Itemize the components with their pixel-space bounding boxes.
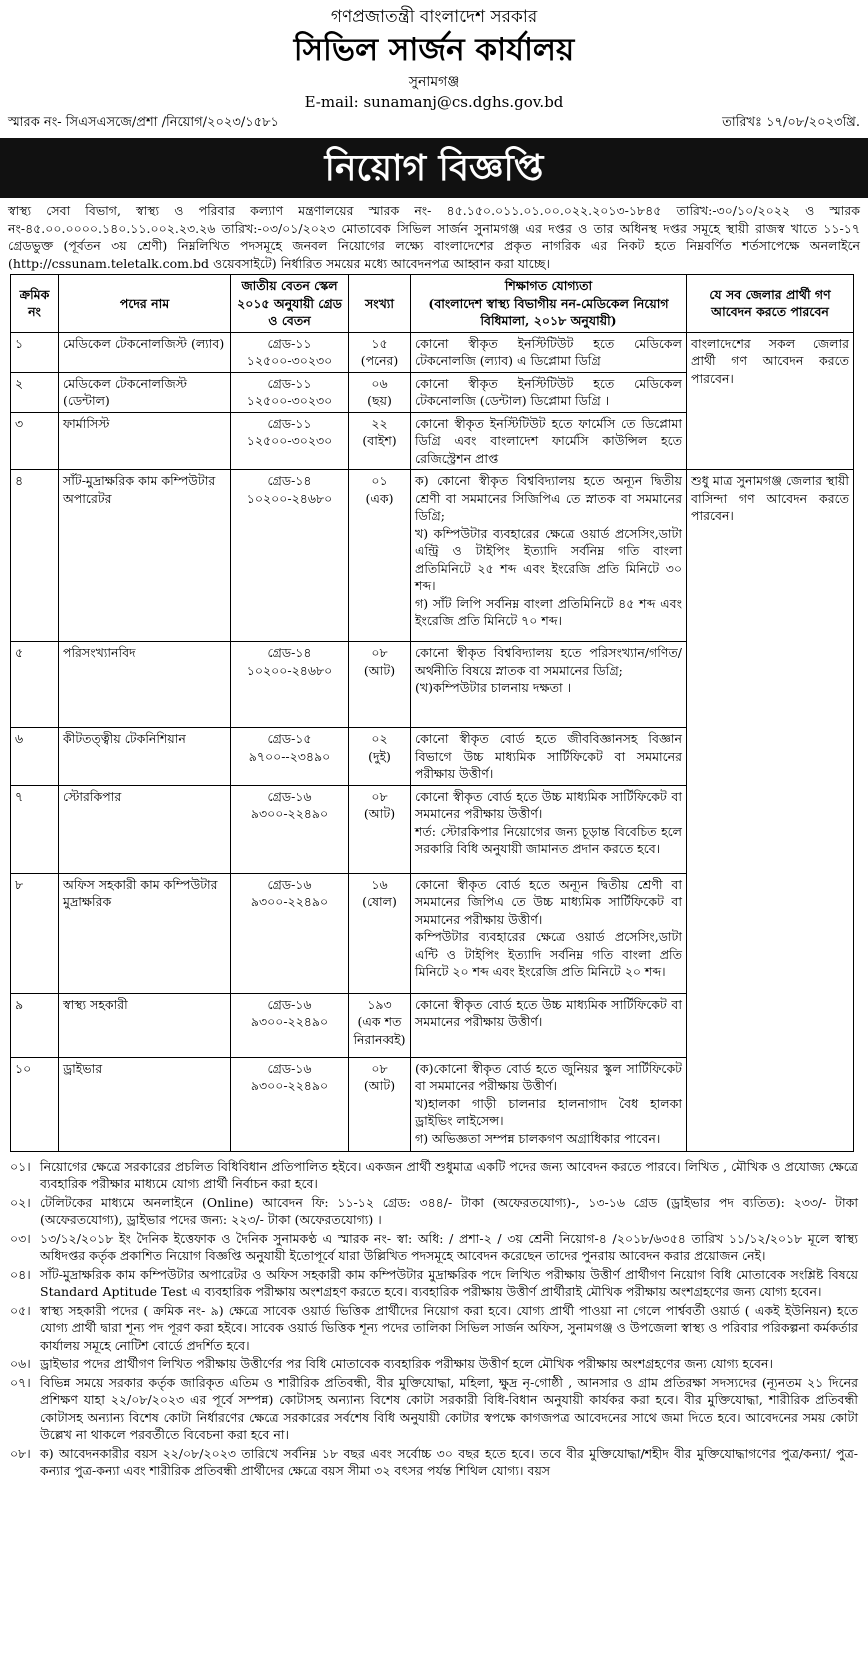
row-grade: গ্রেড-১৬	[267, 996, 312, 1012]
qualification-line: কোনো স্বীকৃত ইনস্টিটিউট হতে ফার্মেসি তে ডিপ্লোমা ডিগ্রি এবং বাংলাদেশ ফার্মেসি কাউন্সিল হতে রেজিস্ট্রেশন প্রাপ্ত	[415, 415, 682, 466]
row-count	[349, 332, 411, 372]
row-qualification	[411, 993, 687, 1057]
row-count-words: (ষোল)	[362, 894, 397, 909]
row-pay: ৯৩০০-২২৪৯০	[250, 894, 329, 909]
qualification-line: কোনো স্বীকৃত বোর্ড হতে জীববিজ্ঞানসহ বিজ্ঞান বিভাগে উচ্চ মাধ্যমিক সার্টিফিকেট বা সমমানের পরীক্ষায় উত্তীর্ণ।	[415, 731, 682, 781]
row-count-number: ০২	[371, 731, 388, 746]
letterhead	[0, 0, 868, 112]
row-pay: ৯৩০০-২২৪৯০	[250, 1014, 329, 1029]
eligible-local-district: শুধু মাত্র সুনামগঞ্জ জেলার স্থায়ী বাসিন্দা গণ আবেদন করতে পারবেন।	[687, 470, 854, 1152]
row-count	[349, 1057, 411, 1151]
note-item	[10, 1355, 858, 1373]
qualification-line: ক) কোনো স্বীকৃত বিশ্ববিদ্যালয় হতে অন্যূন দ্বিতীয় শ্রেণী বা সমমানের সিজিপিএ তে স্নাতক বা সমমানের ডিগ্রি;	[415, 473, 682, 523]
qualification-line: (খ)কম্পিউটার চালনায় দক্ষতা ।	[415, 680, 572, 695]
row-pay: ১০২০০-২৪৬৮০	[246, 662, 333, 678]
row-qualification	[411, 470, 687, 642]
row-count	[349, 728, 411, 786]
header-eligible: যে সব জেলার প্রার্থী গণ আবেদন করতে পারবেন	[687, 275, 854, 333]
qualification-line: কোনো স্বীকৃত বোর্ড হতে উচ্চ মাধ্যমিক সার্টিফিকেট বা সমমানের পরীক্ষায় উত্তীর্ণ।	[415, 996, 682, 1029]
row-grade: গ্রেড-১৬	[267, 1060, 312, 1076]
row-grade: গ্রেড-১৪	[267, 645, 312, 660]
note-text: বিভিন্ন সময়ে সরকার কর্তৃক জারিকৃত এতিম ও শারীরিক প্রতিবন্ধী, বীর মুক্তিযোদ্ধা, মহিলা, ক্ষুদ্র নৃ-গোষ্ঠী , আনসার ও গ্রাম প্রতিরক্ষা সদস্যদের (ন্যূনতম ২১ দিনের প্রশিক্ষণ যাহা ২২/০৮/২০২৩ এর পূর্বে সম্পন্ন) কোটাসহ অন্যান্য বিশেষ কোটা সরকারী বিধি-বিধান অনুযায়ী কার্যকর করা হবে। বীর মুক্তিযোদ্ধা, শারীরিক প্রতিবন্ধী কোটাসহ অন্যান্য বিশেষ কোটা নির্ধারণের ক্ষেত্রে সরকারের সর্বশেষ বিধি অনুযায়ী কোটার স্বপক্ষে কাগজপত্র আবেদনের সাথে জমা দিতে হবে। আবেদনের সময় কোটা উল্লেখ না থাকলে পরবর্তীতে বিবেচনা করা হবে না।	[40, 1374, 858, 1442]
row-qualification	[411, 372, 687, 412]
row-qualification	[411, 785, 687, 873]
row-pay: ১২৫০০-৩০২৩০	[246, 433, 333, 448]
row-grade: গ্রেড-১৬	[267, 876, 312, 892]
row-count-number: ০৬	[371, 375, 388, 391]
row-count-number: ০৮	[371, 645, 388, 660]
row-serial: ১	[11, 332, 59, 372]
note-text: স্বাস্থ্য সহকারী পদের ( ক্রমিক নং- ৯) ক্ষেত্রে সাবেক ওয়ার্ড ভিত্তিক প্রার্থীদের নিয়োগ করা হবে। যোগ্য প্রার্থী পাওয়া না গেলে পার্শ্ববর্তী ওয়ার্ড ( একই ইউনিয়ন) হতে যোগ্য প্রার্থী দ্বারা শূন্য পদ পূরণ করা হইবে। সাবেক ওয়ার্ড ভিত্তিক শূন্য পদের তালিকা সিভিল সার্জন অফিস, সুনামগঞ্জ ও উপজেলা স্বাস্থ্য ও পরিবার পরিকল্পনা কর্মকর্তার কার্যালয় সমূহে নোটিশ বোর্ডে প্রদর্শিত হবে।	[40, 1302, 858, 1353]
eligible-all-districts: বাংলাদেশের সকল জেলার প্রার্থী গণ আবেদন করতে পারবেন।	[687, 332, 854, 470]
header-scale: জাতীয় বেতন স্কেল ২০১৫ অনুযায়ী গ্রেড ও বেতন	[231, 275, 349, 333]
qualification-line: খ) কম্পিউটার ব্যবহারের ক্ষেত্রে ওয়ার্ড প্রসেসিং,ডাটা এন্ট্রি ও টাইপিং ইত্যাদি সর্বনিম্ন গতি বাংলা প্রতিমিনিটে ২৫ শব্দ এবং ইংরেজি প্রতি মিনিটে ৩০ শব্দ।	[415, 525, 682, 593]
note-number: ০১।	[10, 1158, 31, 1174]
row-post-name: স্বাস্থ্য সহকারী	[59, 993, 231, 1057]
row-pay: ৯৭০০--২৩৪৯০	[248, 748, 331, 764]
row-serial: ৪	[11, 470, 59, 642]
row-grade: গ্রেড-১১	[267, 415, 312, 431]
row-grade-pay	[231, 642, 349, 728]
row-grade-pay	[231, 1057, 349, 1151]
row-count	[349, 873, 411, 993]
row-qualification	[411, 332, 687, 372]
row-post-name: অফিস সহকারী কাম কম্পিউটার মুদ্রাক্ষরিক	[59, 873, 231, 993]
table-header-row	[11, 275, 854, 333]
note-item	[10, 1194, 858, 1229]
note-text: টেলিটকের মাধ্যমে অনলাইনে (Online) আবেদন ফি: ১১-১২ গ্রেড: ৩৪৪/- টাকা (অফেরতযোগ্য)-, ১৩-১৬ গ্রেড (ড্রাইভার পদ ব্যতিত): ২৩৩/- টাকা (অফেরতযোগ্য), ড্রাইভার পদের জন্য: ২২৩/- টাকা (অফেরতযোগ্য) ।	[40, 1194, 858, 1227]
row-serial: ৯	[11, 993, 59, 1057]
row-post-name: সাঁট-মুদ্রাক্ষরিক কাম কম্পিউটার অপারেটর	[59, 470, 231, 642]
row-serial: ১০	[11, 1057, 59, 1151]
qualification-line: গ) সাঁট লিপি সর্বনিম্ন বাংলা প্রতিমিনিটে ৪৫ শব্দ এবং ইংরেজি প্রতি মিনিটে ৭০ শব্দ।	[415, 595, 682, 628]
row-count-number: ১৯৩	[367, 996, 392, 1012]
row-qualification	[411, 642, 687, 728]
row-count-number: ২২	[371, 415, 388, 431]
note-number: ০৪।	[10, 1266, 31, 1282]
note-number: ০২।	[10, 1194, 31, 1210]
note-text: সাঁট-মুদ্রাক্ষরিক কাম কম্পিউটার অপারেটর ও অফিস সহকারী কাম কম্পিউটার মুদ্রাক্ষরিক পদে লিখিত পরীক্ষায় উত্তীর্ণ প্রার্থীগণ নিয়োগ বিধি মোতাবেক সংশ্লিষ্ট বিষয়ে Standard Aptitude Test এ ব্যবহারিক পরীক্ষায় অংশগ্রহণ করতে হবে। ব্যবহারিক পরীক্ষায় উত্তীর্ণ প্রার্থীরাই মৌখিক পরীক্ষায় অংশগ্রহণের জন্য যোগ্য হবেন।	[40, 1266, 858, 1299]
note-item	[10, 1374, 858, 1444]
row-grade: গ্রেড-১৫	[267, 731, 312, 746]
row-grade-pay	[231, 873, 349, 993]
note-number: ০৭।	[10, 1374, 31, 1390]
qualification-line: গ) অভিজ্ঞতা সম্পন্ন চালকগণ অগ্রাধিকার পাবেন।	[415, 1130, 661, 1146]
table-row	[11, 332, 854, 372]
note-number: ০৩।	[10, 1230, 31, 1246]
row-grade: গ্রেড-১১	[267, 375, 312, 391]
row-count-words: (আট)	[363, 806, 396, 821]
qualification-line: শর্ত: স্টোরকিপার নিয়োগের জন্য চূড়ান্ত বিবেচিত হলে সরকারি বিধি অনুযায়ী জামানত প্রদান করতে হবে।	[415, 823, 682, 856]
row-count	[349, 642, 411, 728]
row-post-name: মেডিকেল টেকনোলজিস্ট (ল্যাব)	[59, 332, 231, 372]
row-post-name: কীটতত্ত্বীয় টেকনিশিয়ান	[59, 728, 231, 786]
note-text: নিয়োগের ক্ষেত্রে সরকারের প্রচলিত বিধিবিধান প্রতিপালিত হইবে। একজন প্রার্থী শুধুমাত্র একটি পদের জন্য আবেদন করতে পারবে। লিখিত , মৌখিক ও প্রযোজ্য ক্ষেত্রে ব্যবহারিক পরীক্ষার মাধ্যমে যোগ্য প্রার্থী নির্বাচন করা হবে।	[40, 1158, 858, 1191]
note-item	[10, 1230, 858, 1265]
row-qualification	[411, 412, 687, 470]
qualification-line: (ক)কোনো স্বীকৃত বোর্ড হতে জুনিয়র স্কুল সার্টিফিকেট বা সমমানের পরীক্ষায় উত্তীর্ণ।	[415, 1060, 682, 1093]
row-grade-pay	[231, 785, 349, 873]
row-count-words: (বাইশ)	[362, 433, 397, 448]
intro-paragraph: স্বাস্থ্য সেবা বিভাগ, স্বাস্থ্য ও পরিবার কল্যাণ মন্ত্রণালয়ের স্মারক নং- ৪৫.১৫০.০১১.০১.০০.০২২.২০১৩-১৮৪৫ তারিখ:-৩০/১০/২০২২ ও স্মারক নং-৪৫.০০.০০০০.১৪০.১১.০০২.২৩.২৬ তারিখ:-০৩/০১/২০২৩ মোতাবেক সিভিল সার্জন সুনামগঞ্জ এর দপ্তর ও তার অধিনস্থ দপ্তর সমূহে স্থায়ী রাজস্ব খাতে ১১-১৭ গ্রেডভুক্ত (পূর্বতন ৩য় শ্রেণী) নিম্নলিখিত পদসমূহে জনবল নিয়োগের লক্ষ্যে বাংলাদেশের প্রকৃত নাগরিক এর নিকট হতে নিম্নবর্ণিত শর্তসাপেক্ষে অনলাইনে (http://cssunam.teletalk.com.bd ওয়েবসাইটে) নির্ধারিত সময়ের মধ্যে আবেদনপত্র আহ্বান করা যাচ্ছে।	[8, 203, 860, 271]
row-count-words: (আট)	[363, 1078, 396, 1093]
table-row	[11, 470, 854, 642]
note-text: ক) আবেদনকারীর বয়স ২২/০৮/২০২৩ তারিখে সর্বনিম্ন ১৮ বছর এবং সর্বোচ্চ ৩০ বছর হতে হবে। তবে বীর মুক্তিযোদ্ধা/শহীদ বীর মুক্তিযোদ্ধাগণের পুত্র/কন্যা/ পুত্র-কন্যার পুত্র-কন্যা এবং শারীরিক প্রতিবন্ধী প্রার্থীদের ক্ষেত্রে বয়স সীমা ৩২ বৎসর পর্যন্ত শিথিল যোগ্য। বয়স	[40, 1445, 858, 1478]
row-grade-pay	[231, 332, 349, 372]
row-count-words: (আট)	[363, 662, 396, 678]
row-grade-pay	[231, 728, 349, 786]
row-count-number: ০১	[371, 473, 388, 488]
header-count: সংখ্যা	[349, 275, 411, 333]
row-grade: গ্রেড-১৬	[267, 788, 312, 804]
notice-title-banner: নিয়োগ বিজ্ঞপ্তি	[0, 138, 868, 198]
header-qualification	[411, 275, 687, 333]
row-count	[349, 993, 411, 1057]
row-serial: ৮	[11, 873, 59, 993]
note-item	[10, 1302, 858, 1355]
note-number: ০৬।	[10, 1356, 31, 1371]
note-item	[10, 1266, 858, 1301]
qualification-line: কোনো স্বীকৃত বোর্ড হতে অন্যূন দ্বিতীয় শ্রেণী বা সমমানের জিপিএ তে উচ্চ মাধ্যমিক সার্টিফিকেট বা সমমানের পরীক্ষায় উত্তীর্ণ।	[415, 876, 682, 927]
row-serial: ৩	[11, 412, 59, 470]
row-grade-pay	[231, 372, 349, 412]
row-grade: গ্রেড-১৪	[267, 473, 312, 488]
note-text: ড্রাইভার পদের প্রার্থীগণ লিখিত পরীক্ষায় উত্তীর্ণের পর বিধি মোতাবেক ব্যবহারিক পরীক্ষায় উত্তীর্ণ হলে মৌখিক পরীক্ষায় অংশগ্রহণের জন্য যোগ্য হবেন।	[40, 1356, 773, 1371]
row-qualification	[411, 873, 687, 993]
qualification-line: কোনো স্বীকৃত বোর্ড হতে উচ্চ মাধ্যমিক সার্টিফিকেট বা সমমানের পরীক্ষায় উত্তীর্ণ।	[415, 788, 682, 821]
header-post: পদের নাম	[59, 275, 231, 333]
row-post-name: ফার্মাসিস্ট	[59, 412, 231, 470]
row-pay: ১০২০০-২৪৬৮০	[246, 490, 333, 506]
row-count-words: (এক)	[365, 490, 394, 506]
row-grade-pay	[231, 470, 349, 642]
row-count-words: (এক শত নিরানব্বই)	[353, 1014, 406, 1047]
row-pay: ৯৩০০-২২৪৯০	[250, 806, 329, 821]
header-serial: ক্রমিক নং	[11, 275, 59, 333]
row-pay: ১২৫০০-৩০২৩০	[246, 393, 333, 408]
row-serial: ৭	[11, 785, 59, 873]
note-text: ১৩/১২/২০১৮ ইং দৈনিক ইত্তেফাক ও দৈনিক সুনামকণ্ঠ এ স্মারক নং- স্বা: অধি: / প্রশা-২ / ৩য় শ্রেনী নিয়োগ-৪ /২০১৮/৬৩৫৪ তারিখ ১১/১২/২০১৮ মূলে স্বাস্থ্য অধিদপ্তর কর্তৃক প্রকাশিত নিয়োগ বিজ্ঞপ্তি অনুযায়ী ইতোপূর্বে যারা উল্লিখিত পদসমূহে আবেদন করেছেন তাদের পুনরায় আবেদন করার প্রয়োজন নেই।	[40, 1230, 858, 1263]
note-item	[10, 1158, 858, 1193]
header-qualification-sub: (বাংলাদেশ স্বাস্থ্য বিভাগীয় নন-মেডিকেল নিয়োগ বিধিমালা, ২০১৮ অনুযায়ী)	[428, 295, 669, 328]
row-qualification	[411, 728, 687, 786]
notes-list	[0, 1152, 868, 1480]
row-count-words: (পনের)	[360, 353, 399, 368]
row-pay: ১২৫০০-৩০২৩০	[246, 353, 333, 368]
posts-table	[10, 274, 854, 1152]
district-name: সুনামগঞ্জ	[408, 74, 460, 90]
header-qualification-title: শিক্ষাগত যোগ্যতা	[504, 278, 593, 293]
qualification-line: কোনো স্বীকৃত ইনস্টিটিউট হতে মেডিকেল টেকনোলজি (ডেন্টাল) ডিপ্লোমা ডিগ্রি ।	[415, 375, 682, 408]
row-count-words: (দুই)	[368, 748, 391, 764]
row-count	[349, 470, 411, 642]
office-email: E-mail: sunamanj@cs.dghs.gov.bd	[304, 93, 564, 111]
row-count-number: ০৮	[371, 788, 388, 804]
row-count	[349, 372, 411, 412]
row-pay: ৯৩০০-২২৪৯০	[250, 1078, 329, 1093]
row-post-name: মেডিকেল টেকনোলজিস্ট (ডেন্টাল)	[59, 372, 231, 412]
row-count-words: (ছয়)	[367, 393, 392, 408]
row-serial: ২	[11, 372, 59, 412]
memo-number: স্মারক নং- সিএসএসজে/প্রশা /নিয়োগ/২০২৩/১৫৮১	[8, 115, 279, 130]
qualification-line: খ)হালকা গাড়ী চালনার হালনাগাদ বৈধ হালকা ড্রাইভিং লাইসেন্স।	[415, 1095, 682, 1128]
row-grade-pay	[231, 993, 349, 1057]
office-name: সিভিল সার্জন কার্যালয়	[293, 32, 575, 68]
row-post-name: ড্রাইভার	[59, 1057, 231, 1151]
row-count-number: ১৬	[371, 876, 388, 892]
government-name: গণপ্রজাতন্ত্রী বাংলাদেশ সরকার	[330, 7, 538, 27]
row-post-name: পরিসংখ্যানবিদ	[59, 642, 231, 728]
row-post-name: স্টোরকিপার	[59, 785, 231, 873]
qualification-line: কোনো স্বীকৃত বিশ্ববিদ্যালয় হতে পরিসংখ্যান/গণিত/অর্থনীতি বিষয়ে স্নাতক বা সমমানের ডিগ্রি;	[415, 645, 682, 678]
qualification-line: কম্পিউটার ব্যবহারের ক্ষেত্রে ওয়ার্ড প্রসেসিং,ডাটা এন্টি ও টাইপিং ইত্যাদি সর্বনিম্ন গতি বাংলা প্রতি মিনিটে ২০ শব্দ এবং ইংরেজি প্রতি মিনিটে ২০ শব্দ।	[415, 929, 682, 979]
row-serial: ৫	[11, 642, 59, 728]
row-count	[349, 412, 411, 470]
qualification-line: কোনো স্বীকৃত ইনস্টিটিউট হতে মেডিকেল টেকনোলজি (ল্যাব) এ ডিপ্লোমা ডিগ্রি	[415, 335, 682, 368]
memo-date: তারিখঃ ১৭/০৮/২০২৩খ্রি.	[722, 115, 860, 130]
row-count-number: ০৮	[371, 1060, 388, 1076]
memo-line	[0, 112, 868, 134]
row-serial: ৬	[11, 728, 59, 786]
row-count	[349, 785, 411, 873]
note-item	[10, 1445, 858, 1480]
note-number: ০৮।	[10, 1445, 31, 1461]
table-body	[11, 332, 854, 1151]
row-qualification	[411, 1057, 687, 1151]
row-grade-pay	[231, 412, 349, 470]
row-grade: গ্রেড-১১	[267, 335, 312, 351]
row-count-number: ১৫	[371, 335, 388, 351]
note-number: ০৫।	[10, 1302, 31, 1318]
